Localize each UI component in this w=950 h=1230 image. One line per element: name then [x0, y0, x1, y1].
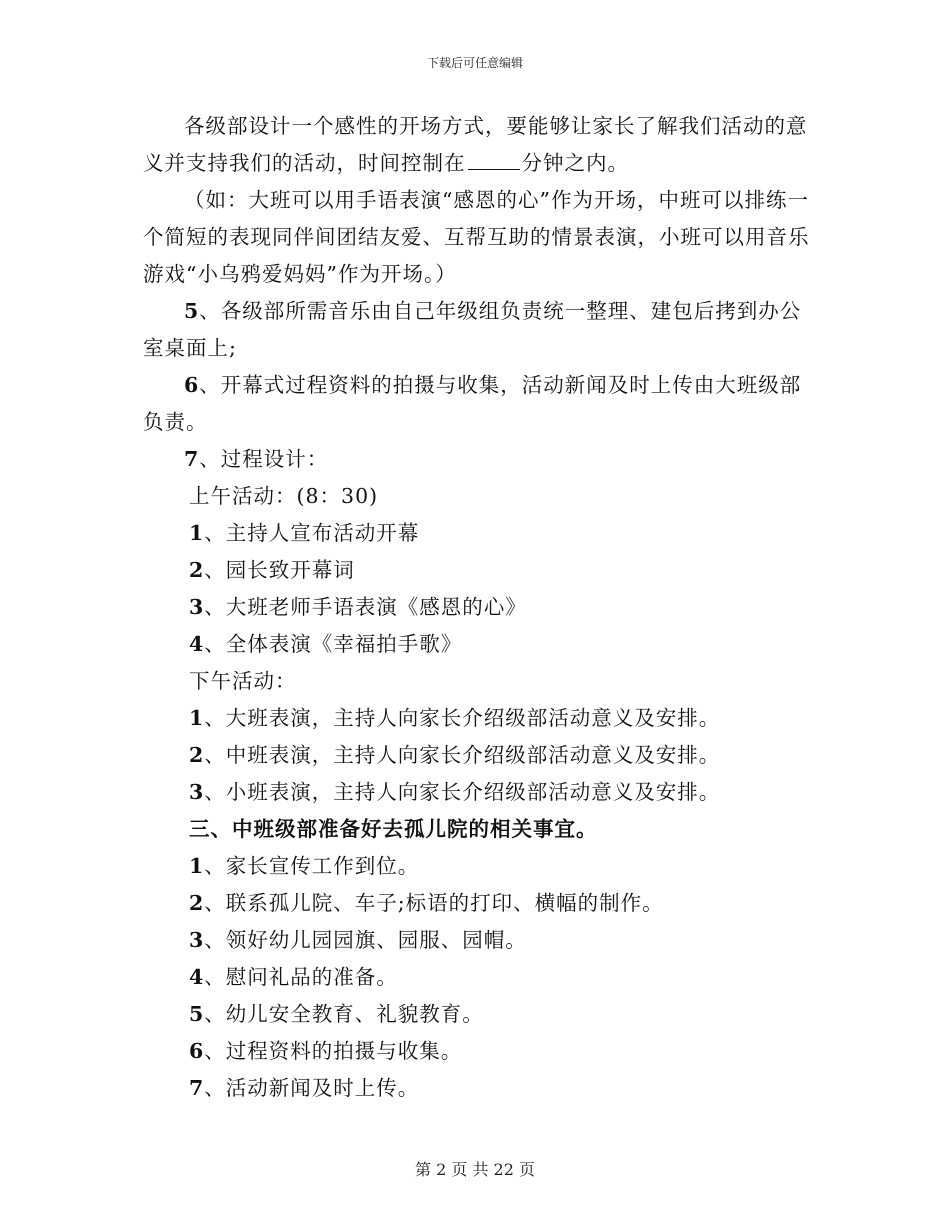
- item-text: 、过程资料的拍摄与收集。: [204, 1039, 463, 1063]
- item-text: 、各级部所需音乐由自己年级组负责统一整理、建包后拷到办公室桌面上;: [143, 299, 802, 360]
- item-text: 、家长宣传工作到位。: [204, 854, 420, 878]
- document-body: [143, 108, 813, 1107]
- page-footer: 第 2 页 共 22 页: [415, 1160, 535, 1179]
- item-text: 、开幕式过程资料的拍摄与收集，活动新闻及时上传由大班级部负责。: [143, 373, 802, 434]
- list-item-5: [143, 293, 813, 367]
- section3-step: [143, 885, 813, 922]
- item-number: 3: [189, 595, 205, 619]
- section3-step: [143, 1070, 813, 1107]
- item-text: 、幼儿安全教育、礼貌教育。: [204, 1002, 484, 1026]
- item-number: 6: [184, 373, 200, 397]
- list-item-7: [143, 441, 813, 478]
- item-number: 7: [184, 447, 200, 471]
- page-header: 下载后可任意编辑: [426, 56, 523, 70]
- item-number: 1: [189, 854, 205, 878]
- afternoon-step: [143, 737, 813, 774]
- item-text: 、中班表演，主持人向家长介绍级部活动意义及安排。: [204, 743, 721, 767]
- item-text: 、大班老师手语表演《感恩的心》: [204, 595, 527, 619]
- item-number: 6: [189, 1039, 205, 1063]
- afternoon-step: [143, 700, 813, 737]
- section3-step: [143, 848, 813, 885]
- item-text: 、主持人宣布活动开幕: [204, 521, 420, 545]
- afternoon-step: [143, 774, 813, 811]
- paragraph-text: 各级部设计一个感性的开场方式，要能够让家长了解我们活动的意义并支持我们的活动，时间控制在: [143, 114, 808, 175]
- morning-step: [143, 515, 813, 552]
- paragraph-opening: [143, 108, 813, 182]
- item-number: 5: [184, 299, 200, 323]
- afternoon-label: 下午活动：: [189, 669, 297, 693]
- item-number: 2: [189, 891, 205, 915]
- item-text: 、全体表演《幸福拍手歌》: [204, 632, 463, 656]
- item-number: 3: [189, 928, 205, 952]
- item-text: 、过程设计：: [199, 447, 329, 471]
- section-heading: 三、中班级部准备好去孤儿院的相关事宜。: [189, 817, 598, 841]
- item-number: 3: [189, 780, 205, 804]
- list-item-6: [143, 367, 813, 441]
- fill-blank: [468, 168, 520, 170]
- item-number: 7: [189, 1076, 205, 1100]
- item-text: 、活动新闻及时上传。: [204, 1076, 420, 1100]
- item-number: 2: [189, 743, 205, 767]
- item-text: 、小班表演，主持人向家长介绍级部活动意义及安排。: [204, 780, 721, 804]
- item-text: 、慰问礼品的准备。: [204, 965, 398, 989]
- section3-step: [143, 996, 813, 1033]
- item-text: 、园长致开幕词: [204, 558, 355, 582]
- morning-step: [143, 589, 813, 626]
- item-text: 、联系孤儿院、车子;标语的打印、横幅的制作。: [204, 891, 664, 915]
- item-text: 、领好幼儿园园旗、园服、园帽。: [204, 928, 527, 952]
- item-number: 4: [189, 965, 205, 989]
- section3-step: [143, 959, 813, 996]
- item-number: 5: [189, 1002, 205, 1026]
- paragraph-text: 分钟之内。: [521, 151, 629, 175]
- item-number: 2: [189, 558, 205, 582]
- paragraph-example: （如：大班可以用手语表演“感恩的心”作为开场，中班可以排练一个简短的表现同伴间团结友爱、互帮互助的情景表演，小班可以用音乐游戏“小乌鸦爱妈妈”作为开场。）: [143, 188, 810, 286]
- item-text: 、大班表演，主持人向家长介绍级部活动意义及安排。: [204, 706, 721, 730]
- item-number: 1: [189, 706, 205, 730]
- section3-step: [143, 1033, 813, 1070]
- morning-label: 上午活动：(8：30): [189, 484, 379, 508]
- item-number: 4: [189, 632, 205, 656]
- morning-step: [143, 626, 813, 663]
- item-number: 1: [189, 521, 205, 545]
- section3-step: [143, 922, 813, 959]
- morning-step: [143, 552, 813, 589]
